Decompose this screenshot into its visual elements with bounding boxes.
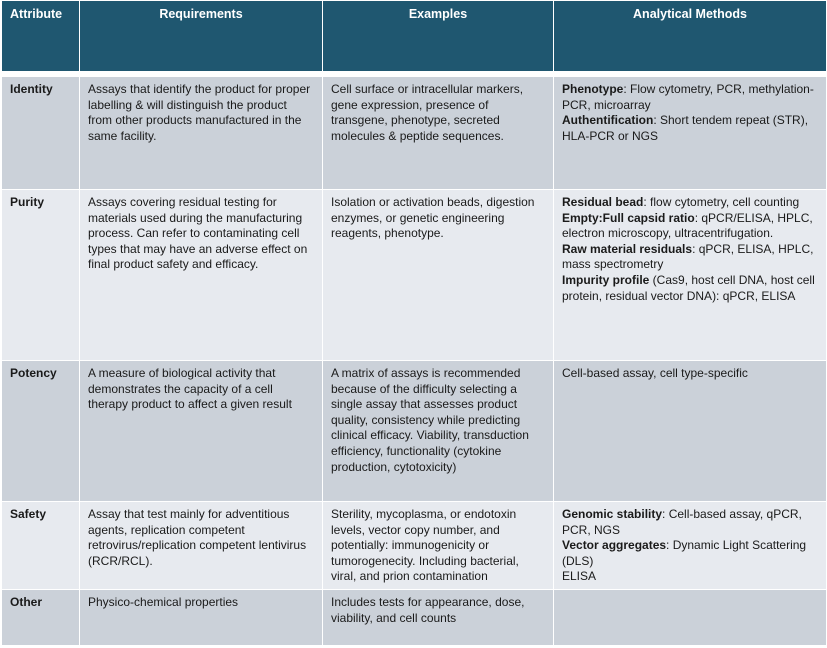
- table-row-safety: [2, 502, 827, 590]
- table-row-purity: [2, 190, 827, 361]
- requirements-cell: Assays covering residual testing for materials used during the manufacturing process. Can refer to contaminating cell types that may have an adverse effect on final product safety and efficacy.: [80, 190, 323, 361]
- requirements-cell: Assays that identify the product for proper labelling & will distinguish the product from other products manufactured in the same facility.: [80, 77, 323, 190]
- methods-cell: [554, 361, 827, 502]
- methods-cell: [554, 190, 827, 361]
- method-line: ELISA: [562, 569, 597, 584]
- method-line: Raw material residuals: qPCR, ELISA, HPLC, mass spectrometry: [562, 241, 814, 272]
- method-line: Vector aggregates: Dynamic Light Scattering (DLS): [562, 538, 807, 568]
- examples-cell: A matrix of assays is recommended because of the difficulty selecting a single assay that assesses product quality, consistency while predicting clinical efficacy. Viability, transduction efficiency, functionality (cytokine production, cytotoxicity): [323, 361, 554, 502]
- header-analytical-methods: Analytical Methods: [554, 1, 827, 72]
- header-attribute: Attribute: [2, 1, 80, 72]
- table-row-potency: [2, 361, 827, 502]
- requirements-cell: A measure of biological activity that demonstrates the capacity of a cell therapy product to affect a given result: [80, 361, 323, 502]
- header-examples: Examples: [323, 1, 554, 72]
- methods-cell: [554, 77, 827, 190]
- examples-cell: Sterility, mycoplasma, or endotoxin levels, vector copy number, and potentially: immunogenicity or tumorogenecity. Including bacterial, viral, and prion contamination: [323, 502, 554, 590]
- examples-cell: Cell surface or intracellular markers, gene expression, presence of transgene, phenotype, secreted molecules & peptide sequences.: [323, 77, 554, 190]
- table-row-identity: [2, 77, 827, 190]
- header-requirements: Requirements: [80, 1, 323, 72]
- examples-cell: Includes tests for appearance, dose, viability, and cell counts: [323, 590, 554, 646]
- method-line: Residual bead: flow cytometry, cell counting: [562, 195, 800, 209]
- attribute-cell: Other: [2, 590, 80, 646]
- attribute-cell: Safety: [2, 502, 80, 590]
- method-line: Phenotype: Flow cytometry, PCR, methylation-PCR, microarray: [562, 82, 814, 112]
- methods-cell: [554, 590, 827, 646]
- method-line: Authentification: Short tendem repeat (STR), HLA-PCR or NGS: [562, 113, 809, 143]
- method-line: Genomic stability: Cell-based assay, qPCR, PCR, NGS: [562, 507, 802, 537]
- methods-cell: [554, 502, 827, 590]
- method-line: Cell-based assay, cell type-specific: [562, 366, 748, 380]
- requirements-cell: Assay that test mainly for adventitious agents, replication competent retrovirus/replication competent lentivirus (RCR/RCL).: [80, 502, 323, 590]
- requirements-cell: Physico-chemical properties: [80, 590, 323, 646]
- attribute-cell: Potency: [2, 361, 80, 502]
- method-line: Impurity profile (Cas9, host cell DNA, host cell protein, residual vector DNA): qPCR, ELISA: [562, 272, 815, 303]
- attributes-table: [1, 0, 827, 646]
- method-line: Empty:Full capsid ratio: qPCR/ELISA, HPLC, electron microscopy, ultracentrifugation.: [562, 210, 813, 241]
- attribute-cell: Purity: [2, 190, 80, 361]
- header-row: [2, 1, 827, 72]
- table-row-other: [2, 590, 827, 646]
- attribute-cell: Identity: [2, 77, 80, 190]
- examples-cell: Isolation or activation beads, digestion enzymes, or genetic engineering reagents, phenotype.: [323, 190, 554, 361]
